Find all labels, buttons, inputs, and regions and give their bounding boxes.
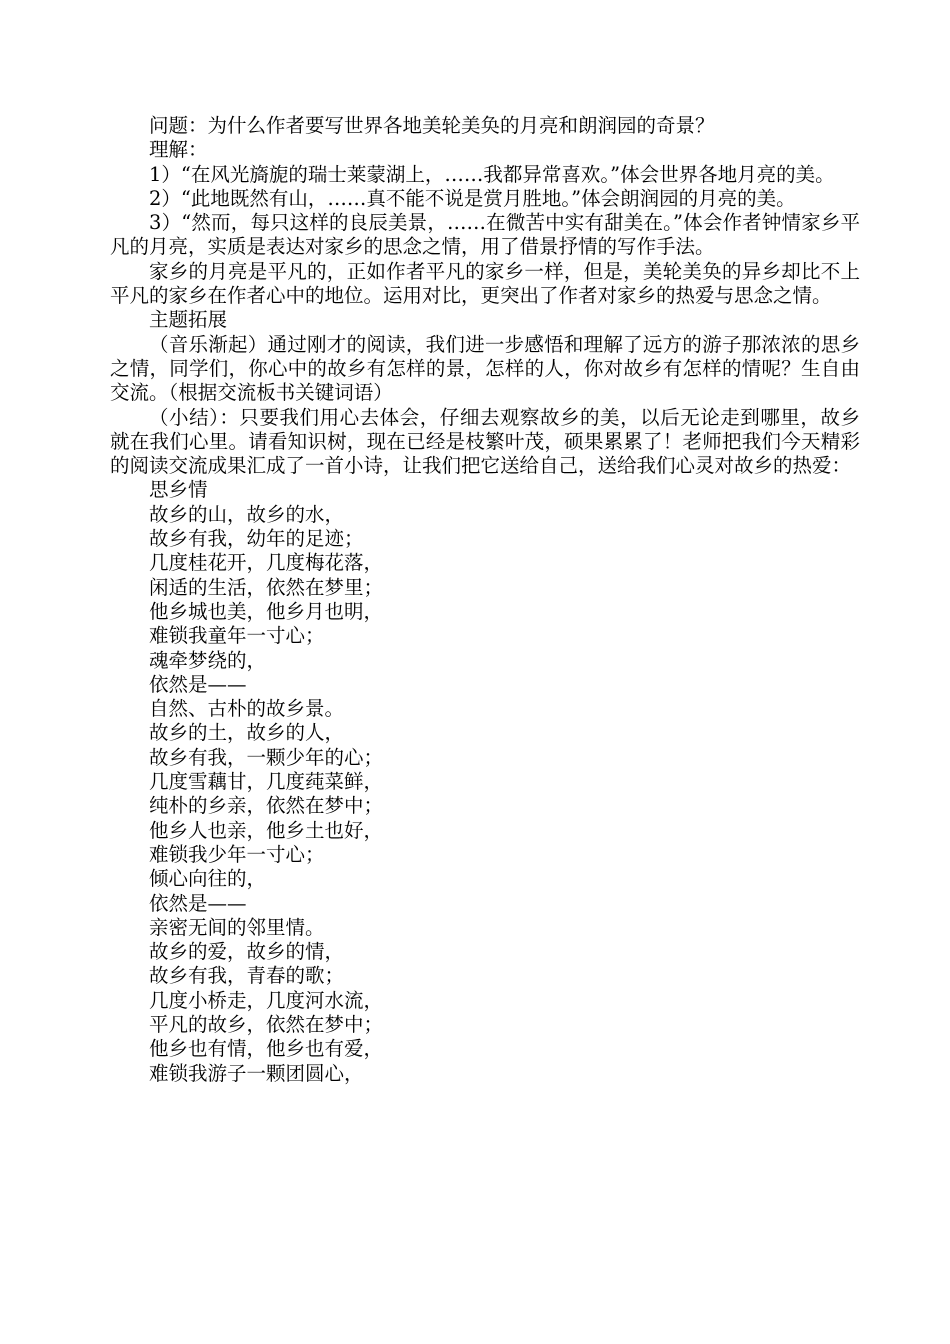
understanding-point-1: 1）“在风光旖旎的瑞士莱蒙湖上，……我都异常喜欢。”体会世界各地月亮的美。 (149, 162, 835, 186)
poem-line: 几度小桥走，几度河水流， (149, 988, 384, 1012)
poem-line: 故乡的爱，故乡的情， (149, 940, 345, 964)
poem-line: 依然是—— (149, 891, 247, 915)
poem-title: 思乡情 (149, 478, 208, 502)
understanding-point-2: 2）“此地既然有山，……真不能不说是赏月胜地。”体会朗润园的月亮的美。 (149, 186, 796, 210)
poem-line: 难锁我童年一寸心； (149, 624, 325, 648)
music-discussion-paragraph: （音乐渐起）通过刚才的阅读，我们进一步感悟和理解了远方的游子那浓浓的思乡之情，同学们，你心中的故乡有怎样的景，怎样的人，你对故乡有怎样的情呢？生自由交流。（根据交流板书关键词语） (110, 332, 860, 405)
poem-line: 闲适的生活，依然在梦里； (149, 575, 384, 599)
section-heading-theme-extension: 主题拓展 (149, 308, 228, 332)
poem (110, 478, 860, 1085)
poem-line: 纯朴的乡亲，依然在梦中； (149, 794, 384, 818)
poem-line: 魂牵梦绕的， (149, 648, 267, 672)
poem-line: 倾心向往的， (149, 867, 267, 891)
summary-paragraph: 家乡的月亮是平凡的，正如作者平凡的家乡一样，但是，美轮美奂的异乡却比不上平凡的家乡在作者心中的地位。运用对比，更突出了作者对家乡的热爱与思念之情。 (110, 259, 860, 308)
poem-line: 几度桂花开，几度梅花落， (149, 551, 384, 575)
poem-line: 他乡城也美，他乡月也明， (149, 599, 384, 623)
poem-line: 亲密无间的邻里情。 (149, 915, 325, 939)
poem-line: 难锁我游子一颗团圆心， (149, 1061, 364, 1085)
poem-line: 他乡人也亲，他乡土也好， (149, 818, 384, 842)
question-paragraph: 问题：为什么作者要写世界各地美轮美奂的月亮和朗润园的奇景？ (149, 114, 715, 137)
poem-line: 故乡的山，故乡的水， (149, 502, 345, 526)
understanding-label: 理解： (149, 138, 208, 162)
poem-line: 平凡的故乡，依然在梦中； (149, 1012, 384, 1036)
poem-line: 自然、古朴的故乡景。 (149, 697, 345, 721)
poem-line: 故乡有我，幼年的足迹； (149, 527, 364, 551)
understanding-point-3: 3）“然而，每只这样的良辰美景，……在微苦中实有甜美在。”体会作者钟情家乡平凡的月亮，实质是表达对家乡的思念之情，用了借景抒情的写作手法。 (110, 211, 860, 259)
poem-line: 难锁我少年一寸心； (149, 842, 325, 866)
poem-line: 故乡有我，一颗少年的心； (149, 745, 384, 769)
poem-line: 几度雪藕甘，几度莼菜鲜， (149, 770, 384, 794)
poem-line: 故乡的土，故乡的人， (149, 721, 345, 745)
poem-line: 故乡有我，青春的歌； (149, 964, 345, 988)
conclusion-paragraph: （小结）：只要我们用心去体会，仔细去观察故乡的美，以后无论走到哪里，故乡就在我们心里。请看知识树，现在已经是枝繁叶茂，硕果累累了！老师把我们今天精彩的阅读交流成果汇成了一首小诗，让我们把它送给自己，送给我们心灵对故乡的热爱： (110, 405, 860, 478)
poem-line: 依然是—— (149, 672, 247, 696)
poem-line: 他乡也有情，他乡也有爱， (149, 1037, 384, 1061)
document-page (110, 114, 860, 1086)
